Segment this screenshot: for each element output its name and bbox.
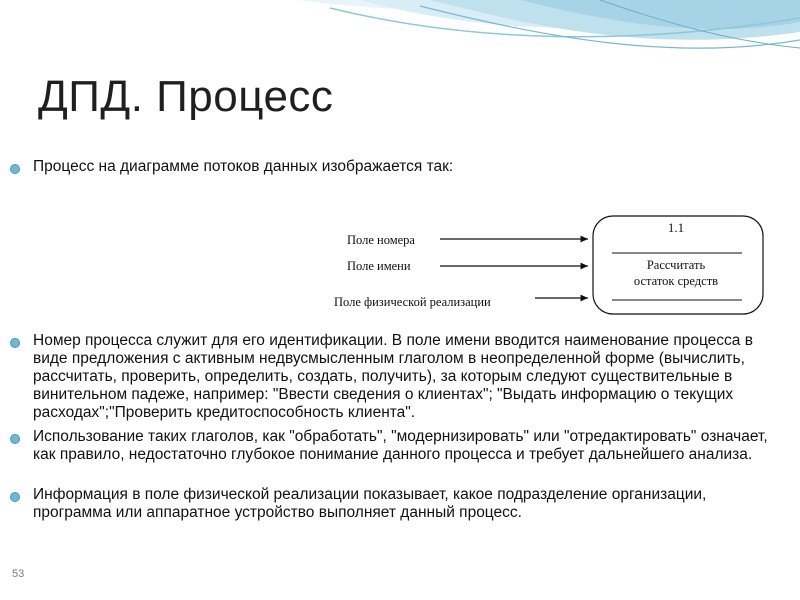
label-physical-field: Поле физической реализации (334, 295, 491, 309)
slide-title: ДПД. Процесс (38, 72, 334, 121)
bullet-dot-icon (10, 434, 20, 444)
bullet-text: Номер процесса служит для его идентификации. В поле имени вводится наименование процесса в виде предложения с активным недвусмысленным глаголом в неопределенной форме (вычислить, рассчитать, проверить, определить, создать, получить), за которым следуют существительные в винительном падеже, например: "Ввести сведения о клиентах"; "Выдать информацию о текущих расходах";"Проверить кредитоспособность клиента". (33, 332, 753, 421)
page-number: 53 (12, 568, 25, 580)
process-number: 1.1 (667, 220, 685, 235)
bullet-dot-icon (10, 492, 20, 502)
process-name-line2: остаток средств (633, 274, 719, 288)
bullet-dot-icon (10, 338, 20, 348)
process-name-line1: Рассчитать (646, 258, 706, 272)
bullet-dot-icon (10, 164, 20, 174)
bullet-text: Информация в поле физической реализации показывает, какое подразделение организации, программа или аппаратное устройство выполняет данный процесс. (33, 486, 707, 521)
label-number-field: Поле номера (347, 233, 415, 247)
label-name-field: Поле имени (347, 259, 411, 273)
bullet-text: Использование таких глаголов, как "обработать", "модернизировать" или "отредактировать" означает, как правило, недостаточно глубокое понимание данного процесса и требует дальнейшего анализа. (33, 428, 768, 463)
bullet-text: Процесс на диаграмме потоков данных изображается так: (33, 158, 454, 175)
